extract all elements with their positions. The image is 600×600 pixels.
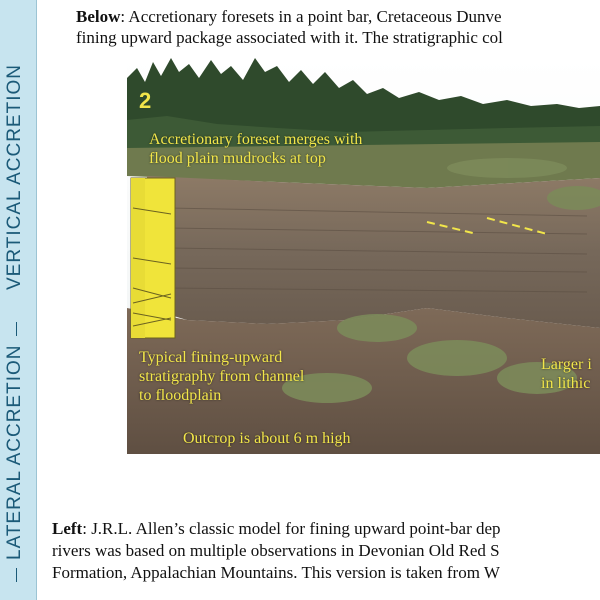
caption-top-line2: fining upward package associated with it. The stratigraphic col bbox=[76, 28, 503, 47]
caption-top bbox=[76, 6, 600, 48]
annotation-outcrop-height: Outcrop is about 6 m high bbox=[183, 430, 351, 447]
caption-top-lead: Below bbox=[76, 7, 121, 26]
annotation-typical-stratigraphy: Typical fining-upward stratigraphy from channel to floodplain bbox=[139, 349, 305, 404]
caption-top-line1-text: : Accretionary foresets in a point bar, Cretaceous Dunve bbox=[120, 7, 502, 26]
caption-bottom-line1 bbox=[52, 518, 600, 540]
caption-bottom-lead: Left bbox=[52, 519, 83, 538]
stratigraphic-column bbox=[131, 178, 175, 338]
caption-bottom-line2: rivers was based on multiple observations in Devonian Old Red S bbox=[52, 541, 500, 560]
lateral-accretion-label: LATERAL ACCRETION bbox=[4, 344, 25, 560]
cliff-face bbox=[147, 176, 600, 328]
caption-bottom bbox=[52, 518, 600, 584]
vertical-accretion-label: VERTICAL ACCRETION bbox=[4, 64, 25, 290]
caption-bottom-line1-text: : J.R.L. Allen’s classic model for fining upward point-bar dep bbox=[82, 519, 501, 538]
caption-bottom-line3: Formation, Appalachian Mountains. This version is taken from W bbox=[52, 563, 500, 582]
annotation-larger: Larger i in lithic bbox=[541, 356, 592, 392]
side-divider-tick bbox=[16, 568, 17, 582]
annotation-foreset: Accretionary foreset merges with flood plain mudrocks at top bbox=[149, 131, 363, 167]
caption-top-line1 bbox=[76, 6, 600, 27]
side-divider-tick bbox=[16, 322, 17, 336]
outcrop-photo bbox=[127, 58, 600, 454]
side-strip bbox=[0, 0, 37, 600]
panel-number: 2 bbox=[139, 88, 152, 113]
